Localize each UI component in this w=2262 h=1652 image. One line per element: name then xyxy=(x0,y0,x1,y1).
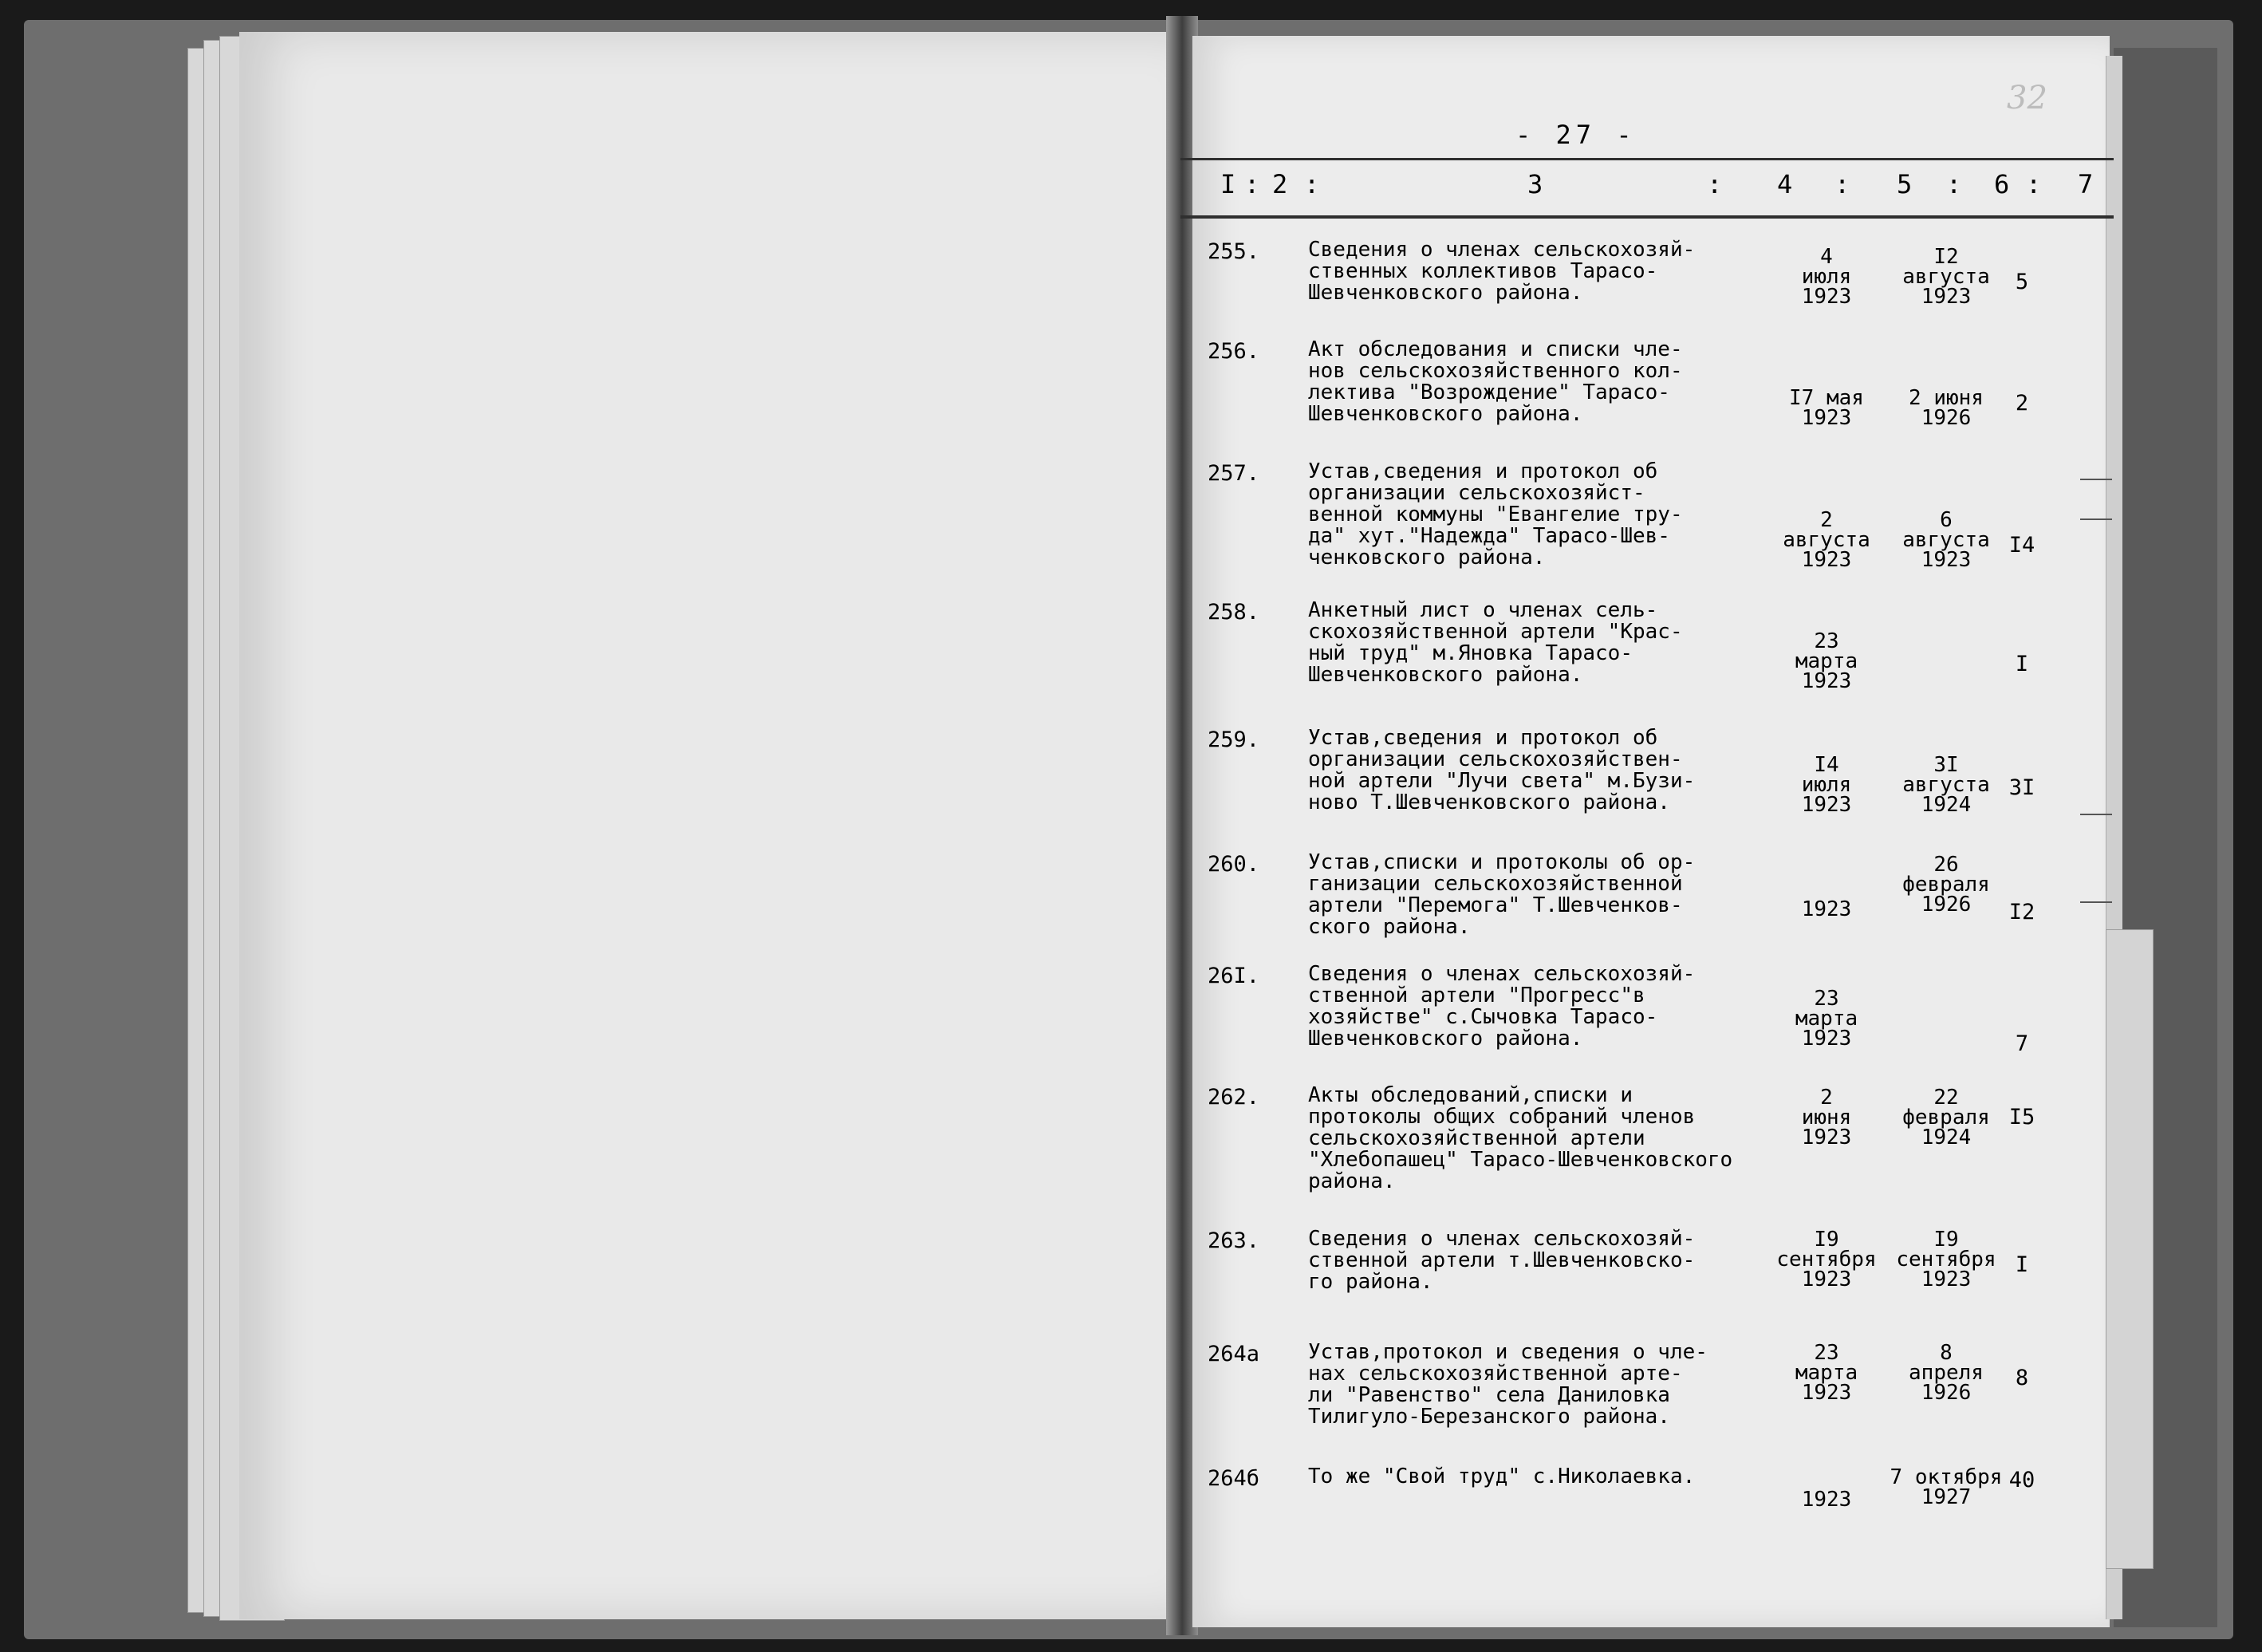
column-header-2: 2 xyxy=(1272,169,1288,199)
entry-description: Устав,сведения и протокол об организации сельскохозяйствен- ной артели "Лучи света" м.Бузи- ново Т.Шевченковского района. xyxy=(1308,726,1696,814)
entry-sheet-count: I xyxy=(2015,1252,2029,1277)
entry-date-end: I9 сентября 1923 xyxy=(1896,1228,1996,1291)
margin-tick xyxy=(2080,901,2112,903)
entry-description: Сведения о членах сельскохозяй- ственных коллективов Тарасо- Шевченковского района. xyxy=(1308,238,1696,305)
entry-description: Сведения о членах сельскохозяй- ственной артели "Прогресс"в хозяйстве" с.Сычовка Тарасо- Шевченковского района. xyxy=(1308,962,1696,1051)
column-header-7: 7 xyxy=(2078,169,2094,199)
entry-date-end: 6 августа 1923 xyxy=(1902,508,1990,572)
entry-date-end: 22 февраля 1924 xyxy=(1902,1086,1990,1149)
column-header-5: 5 xyxy=(1897,169,1913,199)
list-item xyxy=(1196,337,2114,430)
column-separator: : xyxy=(1946,169,1962,199)
list-item xyxy=(1196,1083,2114,1193)
entry-description: То же "Свой труд" с.Николаевка. xyxy=(1308,1465,1696,1488)
entry-sheet-count: 7 xyxy=(2015,1031,2029,1056)
margin-tick xyxy=(2080,518,2112,520)
entry-number: 264б xyxy=(1208,1466,1260,1491)
header-rule-top xyxy=(1180,158,2114,160)
list-item xyxy=(1196,598,2114,693)
entry-date-start: 1923 xyxy=(1801,1488,1852,1512)
page-number: - 27 - xyxy=(1515,120,1637,150)
entry-date-start: I7 мая 1923 xyxy=(1789,386,1864,430)
entry-description: Устав,списки и протоколы об ор- ганизации сельскохозяйственной артели "Перемога" Т.Шевченков- ского района. xyxy=(1308,850,1696,939)
entry-date-end: 2 июня 1926 xyxy=(1909,386,1984,430)
list-item xyxy=(1196,459,2114,572)
entry-description: Акты обследований,списки и протоколы общих собраний членов сельскохозяйственной артели "Хлебопашец" Тарасо-Шевченковского района. xyxy=(1308,1083,1733,1193)
entry-date-start: 1923 xyxy=(1801,897,1852,921)
entry-date-end: 7 октября 1927 xyxy=(1890,1465,2003,1509)
column-separator: : xyxy=(2026,169,2042,199)
list-item xyxy=(1196,850,2114,939)
entry-sheet-count: 3I xyxy=(2008,775,2035,800)
entry-date-start: 23 марта 1923 xyxy=(1795,987,1858,1051)
column-header-6: 6 xyxy=(1994,169,2010,199)
entry-date-start: 23 марта 1923 xyxy=(1795,1341,1858,1405)
entry-description: Сведения о членах сельскохозяй- ственной артели т.Шевченковско- го района. xyxy=(1308,1227,1696,1294)
column-header-1: I xyxy=(1220,169,1236,199)
entry-description: Анкетный лист о членах сель- скохозяйственной артели "Крас- ный труд" м.Яновка Тарасо- Шевченковского района. xyxy=(1308,598,1683,687)
list-item xyxy=(1196,962,2114,1056)
entry-sheet-count: 40 xyxy=(2008,1468,2035,1492)
list-item xyxy=(1196,1340,2114,1429)
left-page-blank xyxy=(239,32,1172,1619)
entry-date-end: I2 августа 1923 xyxy=(1902,245,1990,309)
entry-number: 258. xyxy=(1208,600,1260,625)
entry-sheet-count: 8 xyxy=(2015,1366,2029,1390)
margin-tick xyxy=(2080,479,2112,480)
entry-date-end: 8 апреля 1926 xyxy=(1909,1341,1984,1405)
margin-tick xyxy=(2080,814,2112,815)
entry-description: Акт обследования и списки чле- нов сельскохозяйственного кол- лектива "Возрождение" Тарасо- Шевченковского района. xyxy=(1308,337,1683,426)
entry-date-start: I4 июля 1923 xyxy=(1801,753,1852,817)
entry-sheet-count: 5 xyxy=(2015,270,2029,294)
column-separator: : xyxy=(1707,169,1723,199)
entry-date-start: 23 марта 1923 xyxy=(1795,629,1858,693)
column-header-4: 4 xyxy=(1777,169,1793,199)
entry-date-end: 26 февраля 1926 xyxy=(1902,853,1990,917)
list-item xyxy=(1196,1465,2114,1512)
entry-description: Устав,протокол и сведения о чле- нах сельскохозяйственной арте- ли "Равенство" села Даниловка Тилигуло-Березанского района. xyxy=(1308,1340,1708,1429)
entry-number: 264а xyxy=(1208,1342,1260,1366)
entry-sheet-count: 2 xyxy=(2015,391,2029,416)
archive-pencil-mark: 32 xyxy=(2007,80,2047,116)
entry-sheet-count: I5 xyxy=(2008,1105,2035,1130)
entry-sheet-count: I xyxy=(2015,652,2029,676)
entry-number: 259. xyxy=(1208,727,1260,752)
entry-description: Устав,сведения и протокол об организации сельскохозяйст- венной коммуны "Евангелие тру- да" хут."Надежда" Тарасо-Шев- ченковского района. xyxy=(1308,459,1683,570)
column-separator: : xyxy=(1834,169,1850,199)
entry-date-start: 2 августа 1923 xyxy=(1783,508,1870,572)
column-separator: : xyxy=(1244,169,1260,199)
entry-number: 26I. xyxy=(1208,964,1260,988)
entry-date-start: 2 июня 1923 xyxy=(1801,1086,1852,1149)
entry-date-end: 3I августа 1924 xyxy=(1902,753,1990,817)
list-item xyxy=(1196,238,2114,309)
entry-sheet-count: I4 xyxy=(2008,533,2035,558)
column-header-3: 3 xyxy=(1527,169,1543,199)
entry-date-start: 4 июля 1923 xyxy=(1801,245,1852,309)
column-separator: : xyxy=(1304,169,1320,199)
list-item xyxy=(1196,1227,2114,1294)
entry-number: 260. xyxy=(1208,852,1260,877)
header-rule-bottom xyxy=(1180,215,2114,219)
entry-number: 263. xyxy=(1208,1228,1260,1253)
entry-number: 255. xyxy=(1208,239,1260,264)
entry-number: 262. xyxy=(1208,1085,1260,1110)
entry-date-start: I9 сентября 1923 xyxy=(1776,1228,1877,1291)
entry-number: 256. xyxy=(1208,339,1260,364)
entry-number: 257. xyxy=(1208,461,1260,486)
entry-sheet-count: I2 xyxy=(2008,900,2035,925)
list-item xyxy=(1196,726,2114,817)
